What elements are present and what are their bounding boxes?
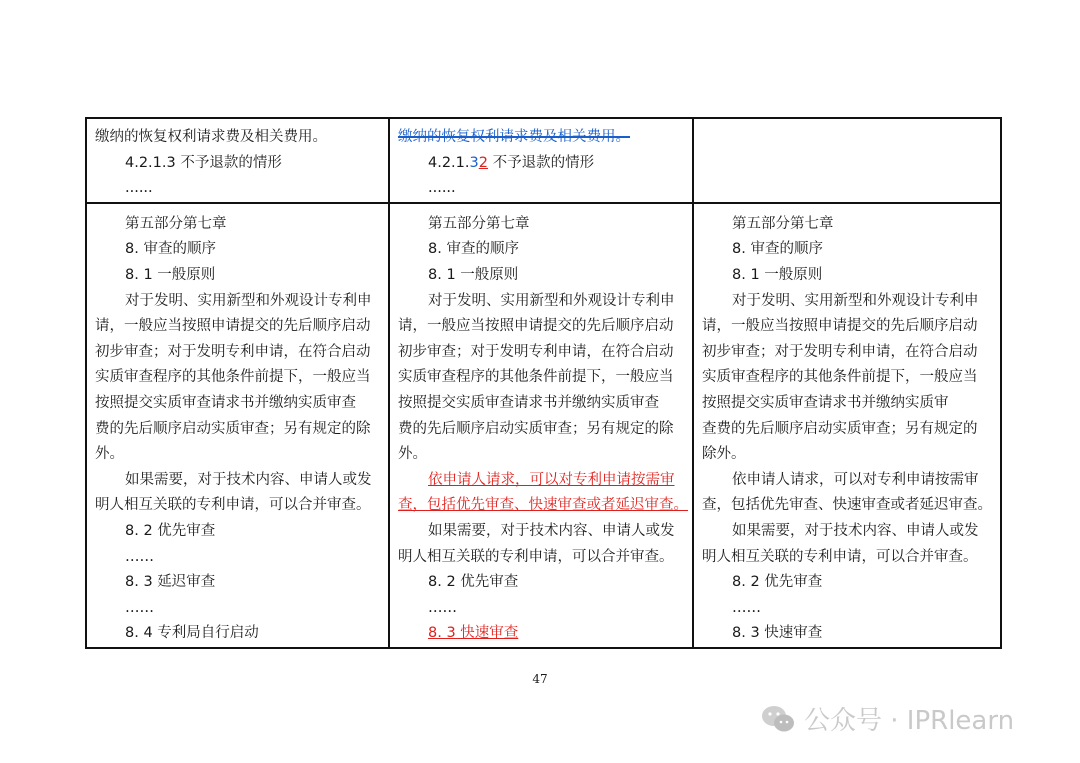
comparison-table <box>85 117 1002 649</box>
subsection-heading: 8. 1 一般原则 <box>125 266 216 283</box>
section-heading: 8. 审查的顺序 <box>428 241 519 258</box>
paragraph-line: 按照提交实质审查请求书并缴纳实质审查 <box>398 394 659 411</box>
paragraph-line: 初步审查；对于发明专利申请，在符合启动 <box>95 343 371 360</box>
cell-revised-row2 <box>389 203 693 648</box>
paragraph-line: 初步审查；对于发明专利申请，在符合启动 <box>702 343 978 360</box>
paragraph-line: 对于发明、实用新型和外观设计专利申 <box>125 292 372 309</box>
cell-original-row2 <box>86 203 389 648</box>
page-number: 47 <box>532 672 548 686</box>
paragraph-line: 查，包括优先审查、快速审查或者延迟审查。 <box>702 497 992 514</box>
paragraph-line: 明人相互关联的专利申请，可以合并审查。 <box>398 548 674 565</box>
paragraph-line: 依申请人请求，可以对专利申请按需审 <box>732 471 979 488</box>
chapter-heading: 第五部分第七章 <box>125 215 227 232</box>
ellipsis: ...... <box>125 180 153 197</box>
text-line: 缴纳的恢复权利请求费及相关费用。 <box>95 129 327 145</box>
ellipsis: ...... <box>428 180 456 197</box>
wechat-icon <box>760 704 796 734</box>
subsection-heading: 8. 4 专利局自行启动 <box>125 625 259 642</box>
paragraph-line: 对于发明、实用新型和外观设计专利申 <box>428 292 675 309</box>
paragraph-line: 如果需要，对于技术内容、申请人或发 <box>428 522 675 539</box>
chapter-heading: 第五部分第七章 <box>428 215 530 232</box>
subsection-heading: 8. 3 快速审查 <box>732 625 823 642</box>
ellipsis: …… <box>125 548 154 565</box>
paragraph-line: 按照提交实质审查请求书并缴纳实质审 <box>702 394 949 411</box>
section-heading: 8. 审查的顺序 <box>125 241 216 258</box>
inserted-heading: 8. 3 快速审查 <box>428 625 519 642</box>
paragraph-line: 费的先后顺序启动实质审查；另有规定的除 <box>398 420 674 437</box>
paragraph-line: 外。 <box>95 446 124 463</box>
section-heading: 4.2.1.3 不予退款的情形 <box>125 154 282 171</box>
paragraph-line: 实质审查程序的其他条件前提下，一般应当 <box>702 369 978 386</box>
subsection-heading: 8. 1 一般原则 <box>428 266 519 283</box>
chapter-heading: 第五部分第七章 <box>732 215 834 232</box>
paragraph-line: 查费的先后顺序启动实质审查；另有规定的 <box>702 420 978 437</box>
paragraph-line: 请，一般应当按照申请提交的先后顺序启动 <box>702 318 978 335</box>
cell-original-row1 <box>86 118 389 203</box>
section-heading: 8. 审查的顺序 <box>732 241 823 258</box>
paragraph-line: 如果需要，对于技术内容、申请人或发 <box>125 471 372 488</box>
deleted-digit: 3 <box>469 154 479 171</box>
paragraph-line: 实质审查程序的其他条件前提下，一般应当 <box>398 369 674 386</box>
ellipsis: …… <box>428 599 457 616</box>
paragraph-line: 明人相互关联的专利申请，可以合并审查。 <box>95 497 371 514</box>
table-row <box>86 203 1001 648</box>
paragraph-line: 如果需要，对于技术内容、申请人或发 <box>732 522 979 539</box>
paragraph-line: 费的先后顺序启动实质审查；另有规定的除 <box>95 420 371 437</box>
subsection-heading: 8. 2 优先审查 <box>732 574 823 591</box>
inserted-text: 依申请人请求，可以对专利申请按需审 <box>428 471 675 488</box>
paragraph-line: 请，一般应当按照申请提交的先后顺序启动 <box>95 318 371 335</box>
paragraph-line: 实质审查程序的其他条件前提下，一般应当 <box>95 369 371 386</box>
paragraph-line: 外。 <box>398 446 427 463</box>
ellipsis: …… <box>125 599 154 616</box>
cell-revised-row1 <box>389 118 693 203</box>
paragraph-line: 对于发明、实用新型和外观设计专利申 <box>732 292 979 309</box>
inserted-digit: 2 <box>478 154 488 171</box>
inserted-text: 查，包括优先审查、快速审查或者延迟审查。 <box>398 497 688 514</box>
paragraph-line: 除外。 <box>702 446 746 463</box>
ellipsis: …… <box>732 599 761 616</box>
paragraph-line: 明人相互关联的专利申请，可以合并审查。 <box>702 548 978 565</box>
subsection-heading: 8. 1 一般原则 <box>732 266 823 283</box>
watermark <box>760 700 1014 737</box>
cell-clean-row1 <box>693 118 1001 203</box>
table-row <box>86 118 1001 203</box>
paragraph-line: 请，一般应当按照申请提交的先后顺序启动 <box>398 318 674 335</box>
subsection-heading: 8. 3 延迟审查 <box>125 574 216 591</box>
deleted-text: 缴纳的恢复权利请求费及相关费用。 <box>398 129 630 145</box>
section-heading: 4.2.1.32 不予退款的情形 <box>428 154 595 171</box>
paragraph-line: 初步审查；对于发明专利申请，在符合启动 <box>398 343 674 360</box>
cell-clean-row2 <box>693 203 1001 648</box>
subsection-heading: 8. 2 优先审查 <box>428 574 519 591</box>
subsection-heading: 8. 2 优先审查 <box>125 522 216 539</box>
paragraph-line: 按照提交实质审查请求书并缴纳实质审查 <box>95 394 356 411</box>
watermark-text: 公众号 · IPRlearn <box>804 706 1015 736</box>
